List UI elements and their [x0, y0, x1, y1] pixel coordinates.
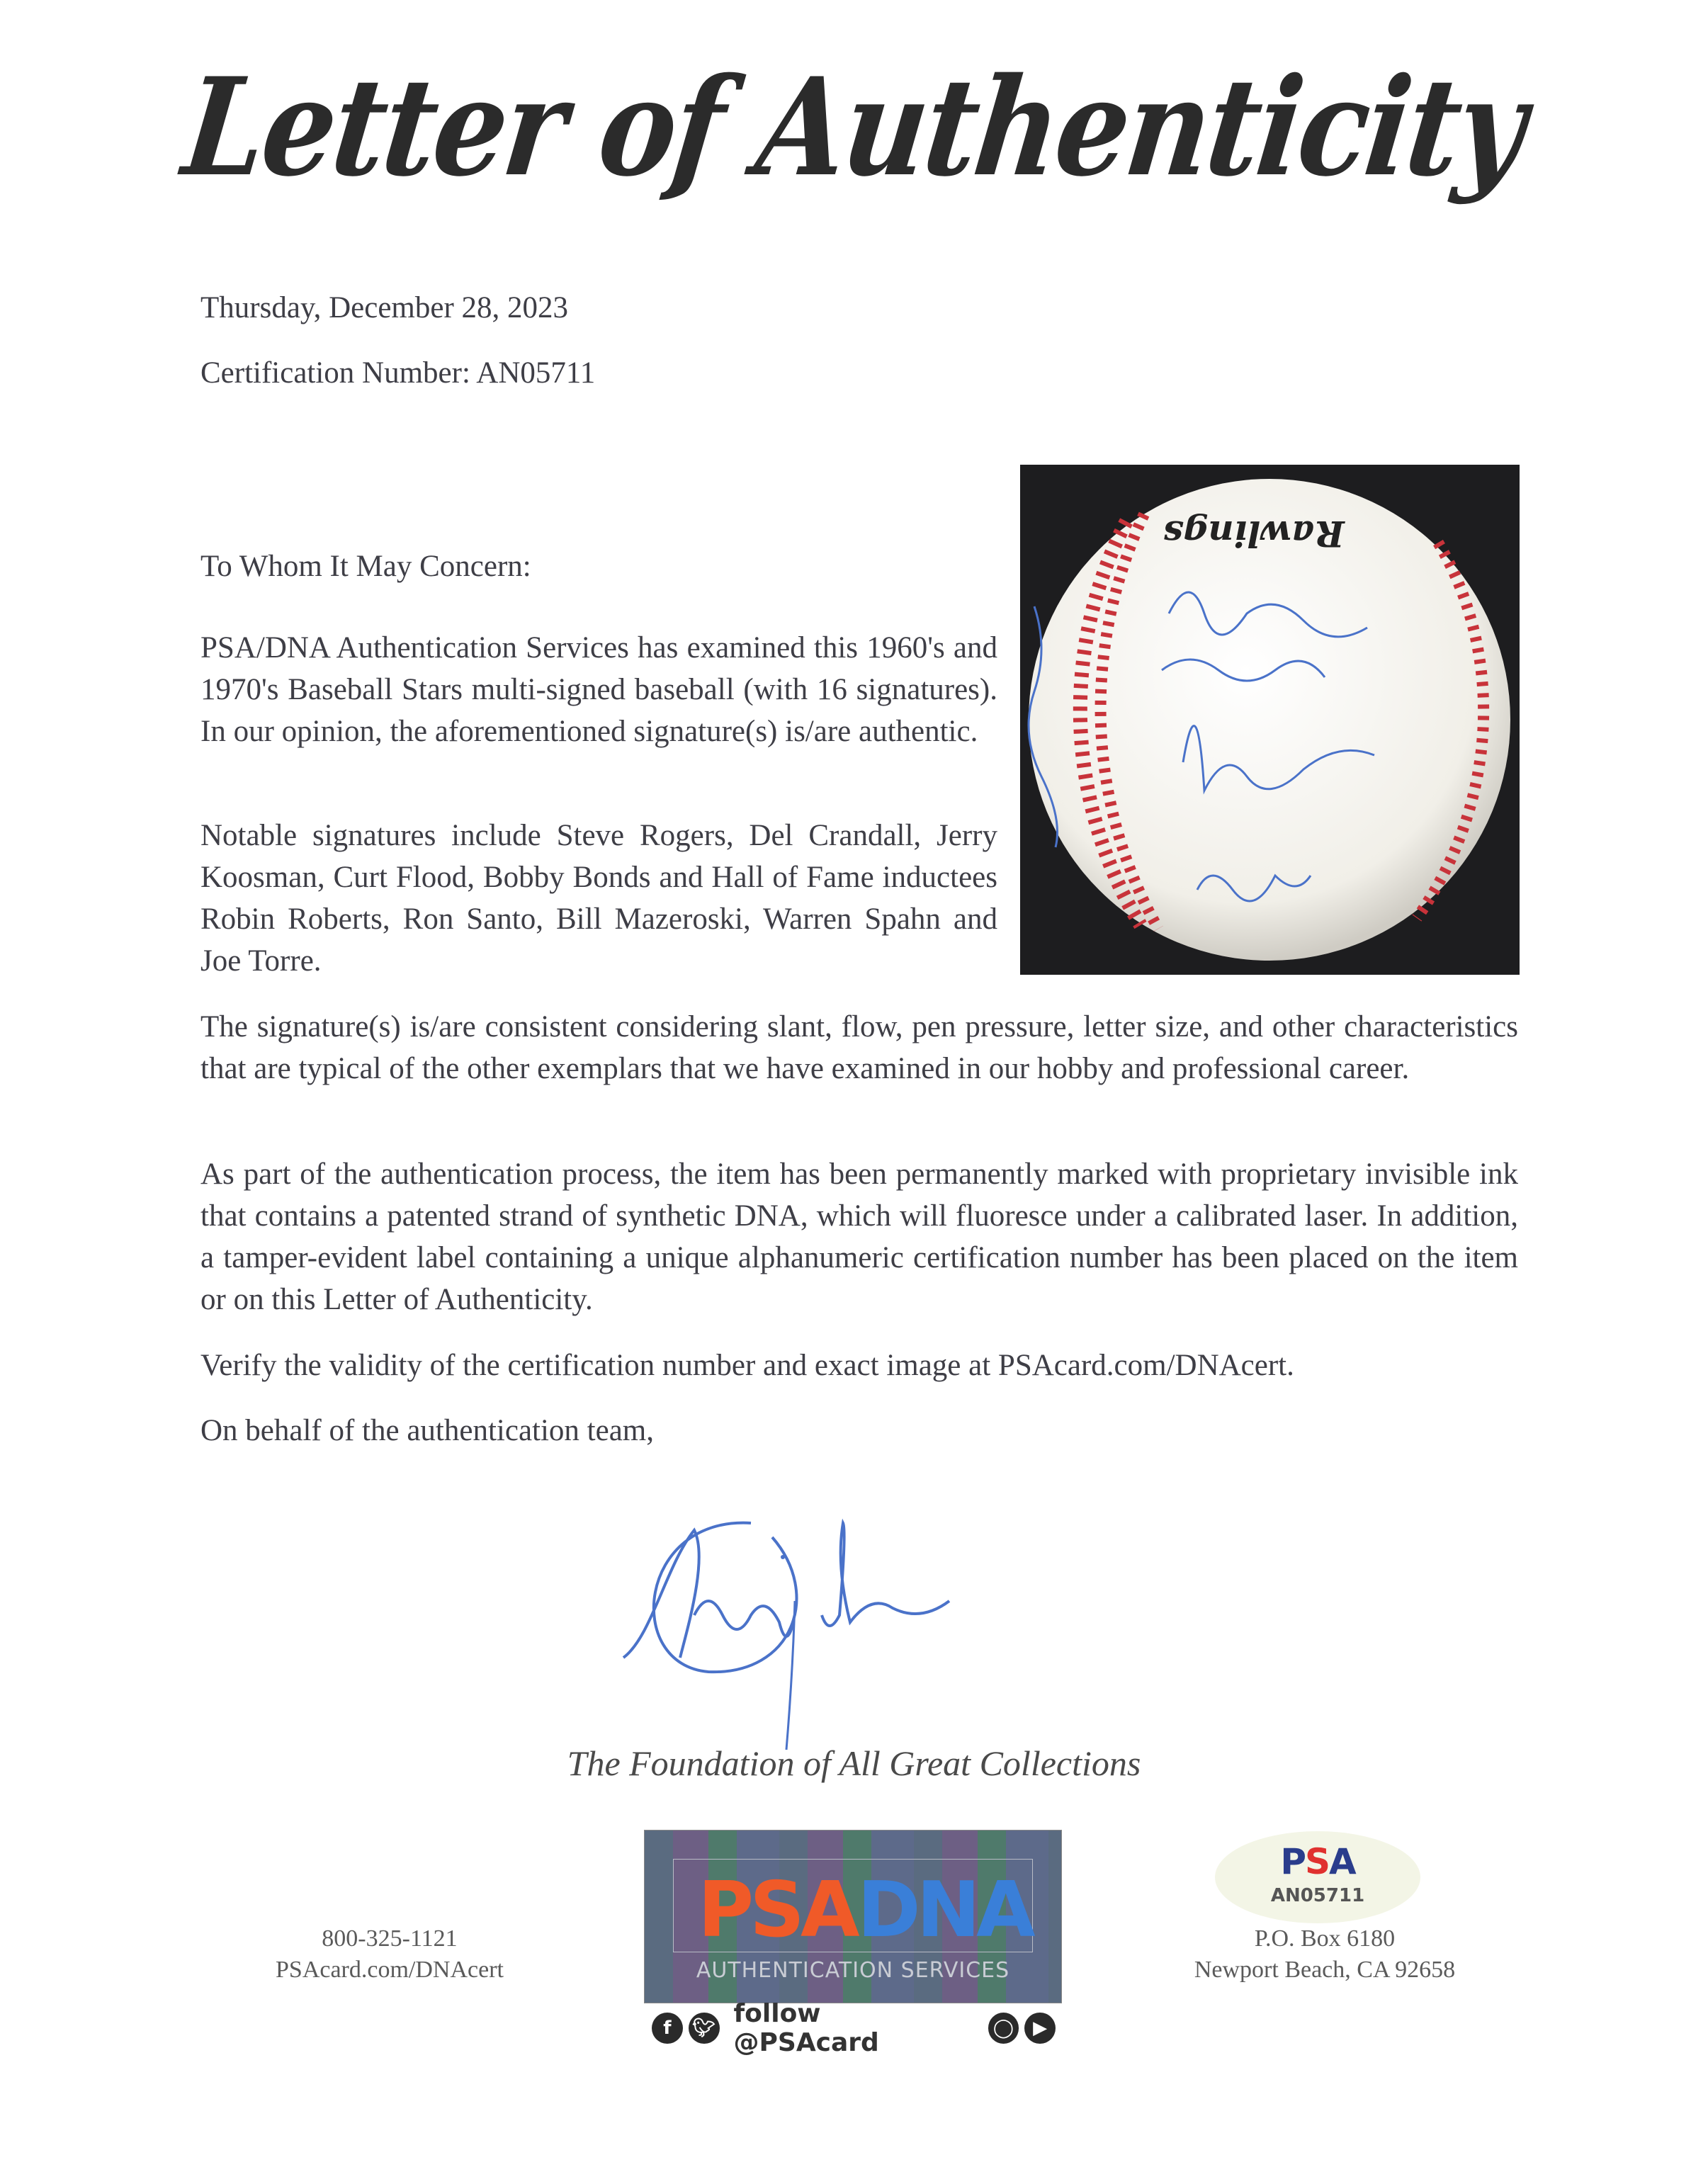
baseball-photo [1020, 465, 1520, 975]
rawlings-logo: Rawlings [1163, 513, 1345, 555]
social-bar [652, 1999, 1056, 2057]
letter-paragraph: Notable signatures include Steve Rogers, Del Crandall, Jerry Koosman, Curt Flood, Bobby Bonds and Hall of Fame inductees Robin Roberts, Ron Santo, Bill Mazeroski, Warren Spahn and Joe Torre. [200, 819, 997, 978]
psa-logo: PSA [698, 1866, 856, 1954]
certification-number: Certification Number: AN05711 [200, 356, 596, 390]
letter-title: Letter of Authenticity [176, 48, 1532, 206]
website-link[interactable]: PSAcard.com/DNAcert [276, 1957, 504, 1983]
twitter-icon[interactable]: 🐦︎ [689, 2013, 720, 2044]
phone-number: 800-325-1121 [322, 1925, 458, 1952]
youtube-icon[interactable]: ▶ [1024, 2013, 1056, 2044]
letter-date: Thursday, December 28, 2023 [200, 291, 569, 324]
psa-certification-sticker [1215, 1831, 1420, 1923]
letter-paragraph: As part of the authentication process, the item has been permanently marked with proprietary invisible ink that contains a patented strand of synthetic DNA, which will fluoresce under a calibrated laser. In addition, a tamper-evident label containing a unique alphanumeric certification number has been placed on the item or on this Letter of Authenticity. [200, 1158, 1518, 1316]
facebook-icon[interactable]: f [652, 2013, 683, 2044]
contact-info [234, 1923, 545, 1986]
sticker-cert-number: AN05711 [1270, 1885, 1365, 1906]
mailing-address [1162, 1923, 1488, 1986]
handwritten-signature [609, 1509, 1105, 1778]
salutation: To Whom It May Concern: [200, 550, 531, 583]
baseball-image [1020, 465, 1520, 975]
psa-sticker-logo: PSA [1280, 1841, 1355, 1882]
instagram-icon[interactable]: ◯ [988, 2013, 1019, 2044]
po-box: P.O. Box 6180 [1254, 1925, 1396, 1952]
verify-paragraph: Verify the validity of the certification number and exact image at PSAcard.com/DNAcert. [200, 1349, 1294, 1382]
psa-dna-hologram [644, 1830, 1062, 2003]
letter-paragraph: The signature(s) is/are consistent considering slant, flow, pen pressure, letter size, and other characteristics that are typical of the other exemplars that we have examined in our hobby and professional career. [200, 1010, 1518, 1085]
hologram-subtitle: AUTHENTICATION SERVICES [696, 1958, 1010, 1983]
follow-handle[interactable]: follow @PSAcard [733, 1999, 879, 2057]
city-state-zip: Newport Beach, CA 92658 [1194, 1957, 1456, 1983]
letter-paragraph: PSA/DNA Authentication Services has examined this 1960's and 1970's Baseball Stars multi-signed baseball (with 16 signatures). In our opinion, the aforementioned signature(s) is/are authentic. [200, 631, 997, 748]
closing-line: On behalf of the authentication team, [200, 1414, 654, 1447]
dna-logo: DNA [857, 1866, 1031, 1954]
tagline: The Foundation of All Great Collections [567, 1743, 1141, 1783]
